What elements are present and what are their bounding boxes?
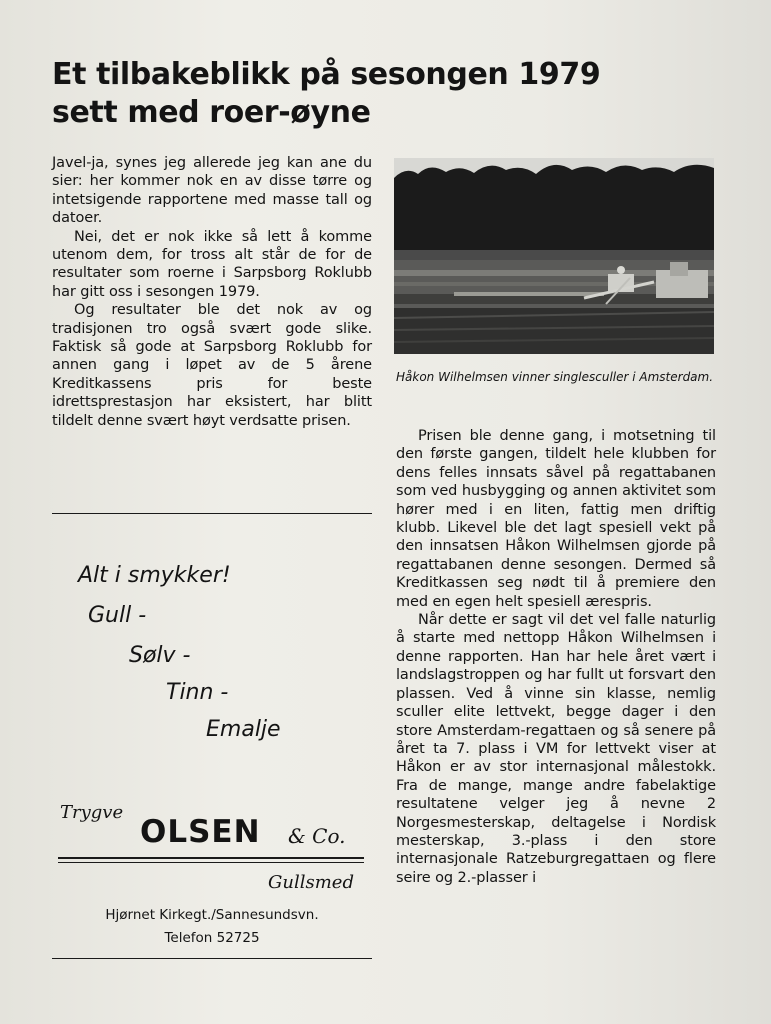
ad-company-suffix: & Co. bbox=[288, 824, 346, 848]
advertisement-bottom-rule bbox=[52, 958, 372, 959]
rowing-photo bbox=[394, 158, 714, 354]
ad-item-silver: Sølv - bbox=[129, 643, 191, 668]
ad-item-enamel: Emalje bbox=[206, 717, 281, 742]
article-paragraph: Nei, det er nok ikke så lett å komme utenom dem, for tross alt står de for de resultater som roerne i Sarpsborg Roklubb har gitt oss i sesongen 1979. bbox=[52, 228, 372, 300]
ad-trade: Gullsmed bbox=[268, 872, 354, 893]
article-left-column bbox=[52, 154, 372, 430]
headline-line-1: Et tilbakeblikk på sesongen 1979 bbox=[52, 57, 601, 92]
ad-logo-rule-thin bbox=[58, 862, 364, 863]
advertisement-top-rule bbox=[52, 513, 372, 514]
article-paragraph: Prisen ble denne gang, i motsetning til den første gangen, tildelt hele klubben for dens felles innsats såvel på regattabanen som ved husbygging og annen aktivitet som hører med i en liten, fattig men driftig klubb. Likevel ble det lagt spesiell vekt på den innsatsen Håkon Wilhelmsen gjorde på regattabanen denne sesongen. Dermed så Kreditkassen seg nødt til å premiere den med en egen helt spesiell ærespris. bbox=[396, 428, 716, 610]
photo-caption: Håkon Wilhelmsen vinner singlesculler i Amsterdam. bbox=[396, 370, 714, 384]
headline-line-2: sett med roer-øyne bbox=[52, 95, 371, 130]
ad-logo-rule bbox=[58, 857, 364, 859]
article-headline bbox=[52, 56, 732, 132]
ad-address: Hjørnet Kirkegt./Sannesundsvn. bbox=[105, 907, 319, 923]
article-paragraph: Når dette er sagt vil det vel falle naturlig å starte med nettopp Håkon Wilhelmsen i denne rapporten. Han har hele året vært i landslagstroppen og har fullt ut forsvart den plassen. Ved å vinne sin klasse, nemlig sculler elite lettvekt, begge dager i den store Amsterdam-regattaen og så senere på året ta 7. plass i VM for lettvekt viser at Håkon er av stor internasjonal målestokk. Fra de mange, mange andre fabelaktige resultatene velger jeg å nevne 2 Norgesmesterskap, deltagelse i Nordisk mesterskap, 3.-plass i den store internasjonale Ratzeburgregattaen og flere seire og 2.-plasser i bbox=[396, 612, 716, 886]
ad-item-tin: Tinn - bbox=[166, 680, 229, 705]
article-right-column bbox=[396, 427, 716, 887]
ad-item-gold: Gull - bbox=[88, 603, 147, 628]
article-paragraph: Og resultater ble det nok av og tradisjonen tro også svært gode slike. Faktisk så gode at Sarpsborg Roklubb for annen gang i løpet av de 5 årene Kreditkassens pris for beste idrettsprestasjon har eksistert, har blitt tildelt denne svært høyt verdsatte prisen. bbox=[52, 302, 372, 429]
article-paragraph: Javel-ja, synes jeg allerede jeg kan ane du sier: her kommer nok en av disse tørre og intetsigende rapportene med masse tall og datoer. bbox=[52, 155, 372, 227]
ad-first-name: Trygve bbox=[60, 802, 124, 823]
ad-slogan: Alt i smykker! bbox=[78, 563, 231, 588]
ad-company-logo: OLSEN bbox=[140, 814, 261, 850]
rowing-photo-image bbox=[394, 158, 714, 354]
ad-phone: Telefon 52725 bbox=[164, 930, 260, 946]
